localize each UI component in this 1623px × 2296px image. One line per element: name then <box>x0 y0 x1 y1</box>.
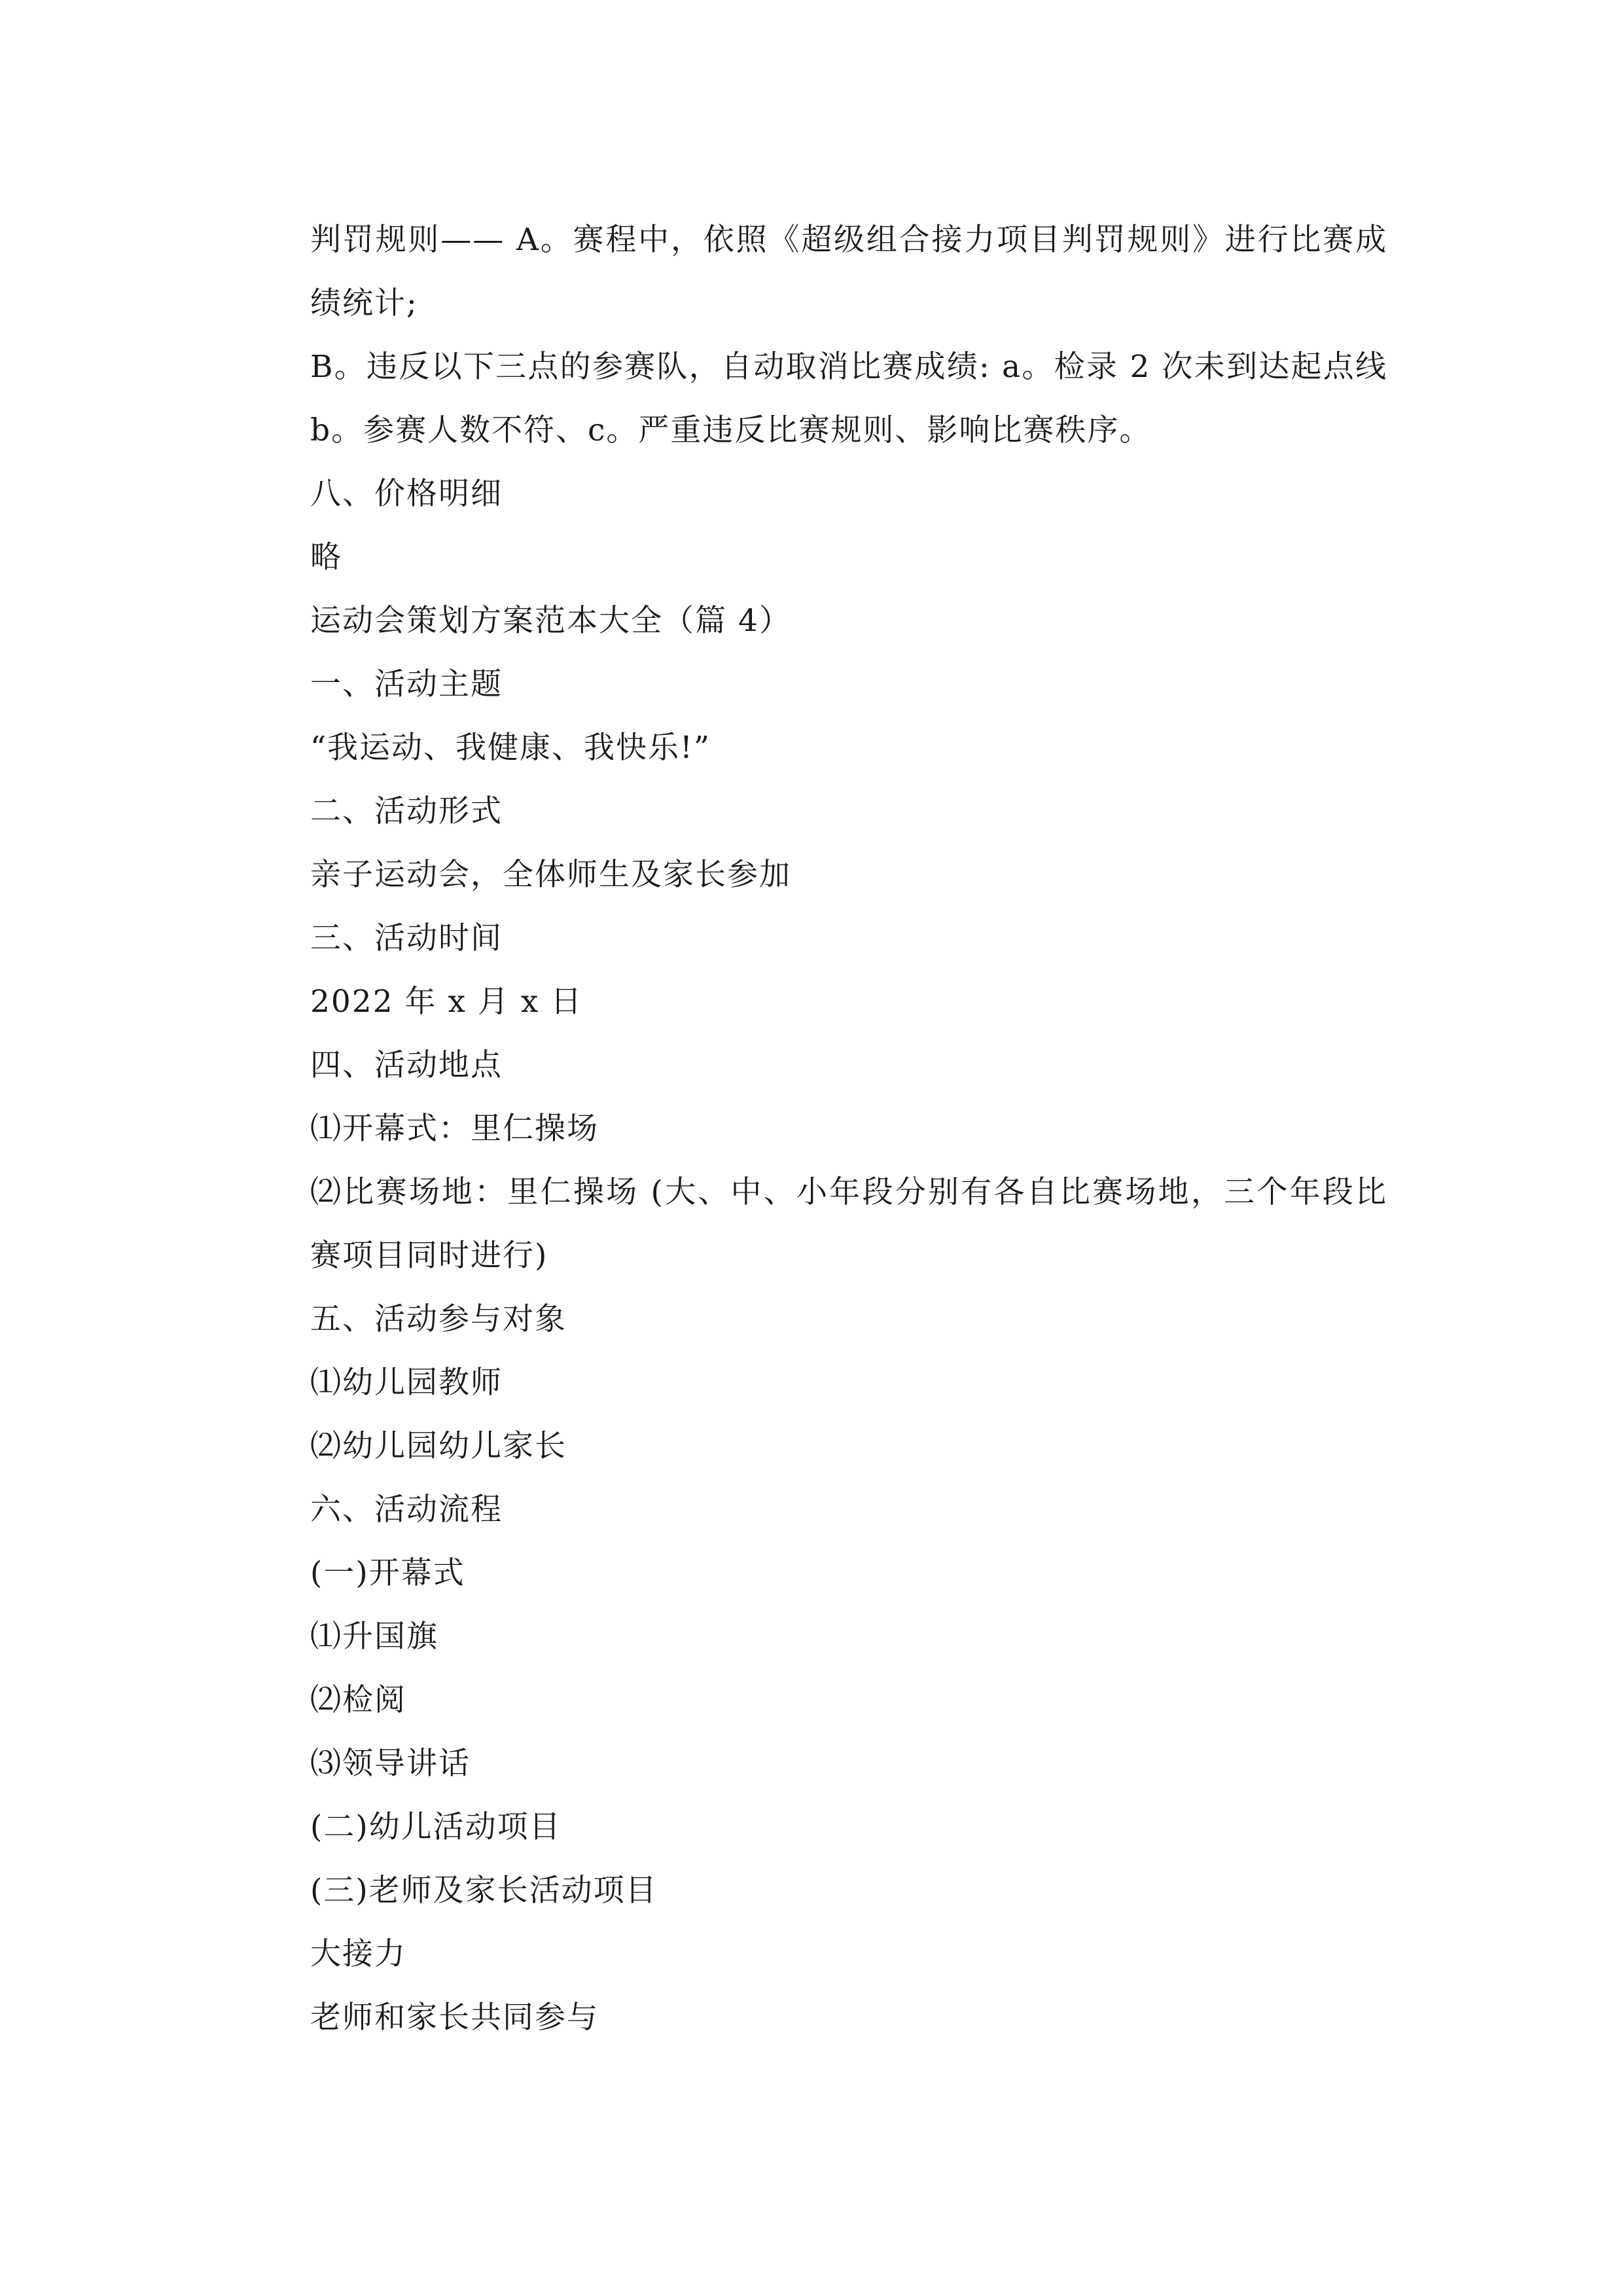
document-body <box>247 208 1387 2049</box>
list-item-flag-raising: ⑴升国旗 <box>310 1619 438 1655</box>
section-heading-theme: 一、活动主题 <box>310 666 503 702</box>
document-title-part-4: 运动会策划方案范本大全（篇 4） <box>310 603 791 639</box>
paragraph-relay: 大接力 <box>310 1936 406 1972</box>
list-item-competition-venue: ⑵比赛场地：里仁操场 (大、中、小年段分别有各自比赛场地，三个年段比赛项目同时进行) <box>310 1174 1387 1274</box>
paragraph-format: 亲子运动会，全体师生及家长参加 <box>310 857 791 893</box>
section-heading-procedure: 六、活动流程 <box>310 1492 503 1528</box>
list-item-teachers: ⑴幼儿园教师 <box>310 1365 503 1401</box>
paragraph-theme-slogan: “我运动、我健康、我快乐!” <box>310 730 711 766</box>
paragraph-omitted: 略 <box>310 539 342 575</box>
subheading-children-events: (二)幼儿活动项目 <box>310 1809 562 1845</box>
list-item-leader-speech: ⑶领导讲话 <box>310 1746 471 1782</box>
section-heading-time: 三、活动时间 <box>310 920 503 956</box>
section-heading-price-details: 八、价格明细 <box>310 476 503 512</box>
subheading-opening-ceremony: (一)开幕式 <box>310 1555 465 1591</box>
list-item-parents: ⑵幼儿园幼儿家长 <box>310 1428 567 1464</box>
list-item-review: ⑵检阅 <box>310 1682 406 1718</box>
paragraph-joint-participation: 老师和家长共同参与 <box>310 2000 599 2036</box>
subheading-teacher-parent-events: (三)老师及家长活动项目 <box>310 1873 658 1909</box>
paragraph-penalty-rule-a: 判罚规则—— A。赛程中，依照《超级组合接力项目判罚规则》进行比赛成绩统计; <box>310 222 1387 321</box>
paragraph-penalty-rule-b: B。违反以下三点的参赛队，自动取消比赛成绩: a。检录 2 次未到达起点线 b。参赛人数不符、c。严重违反比赛规则、影响比赛秩序。 <box>310 349 1387 448</box>
section-heading-participants: 五、活动参与对象 <box>310 1301 567 1337</box>
list-item-opening-venue: ⑴开幕式：里仁操场 <box>310 1111 599 1147</box>
section-heading-format: 二、活动形式 <box>310 793 503 829</box>
paragraph-date: 2022 年 x 月 x 日 <box>310 984 583 1020</box>
section-heading-location: 四、活动地点 <box>310 1047 503 1083</box>
